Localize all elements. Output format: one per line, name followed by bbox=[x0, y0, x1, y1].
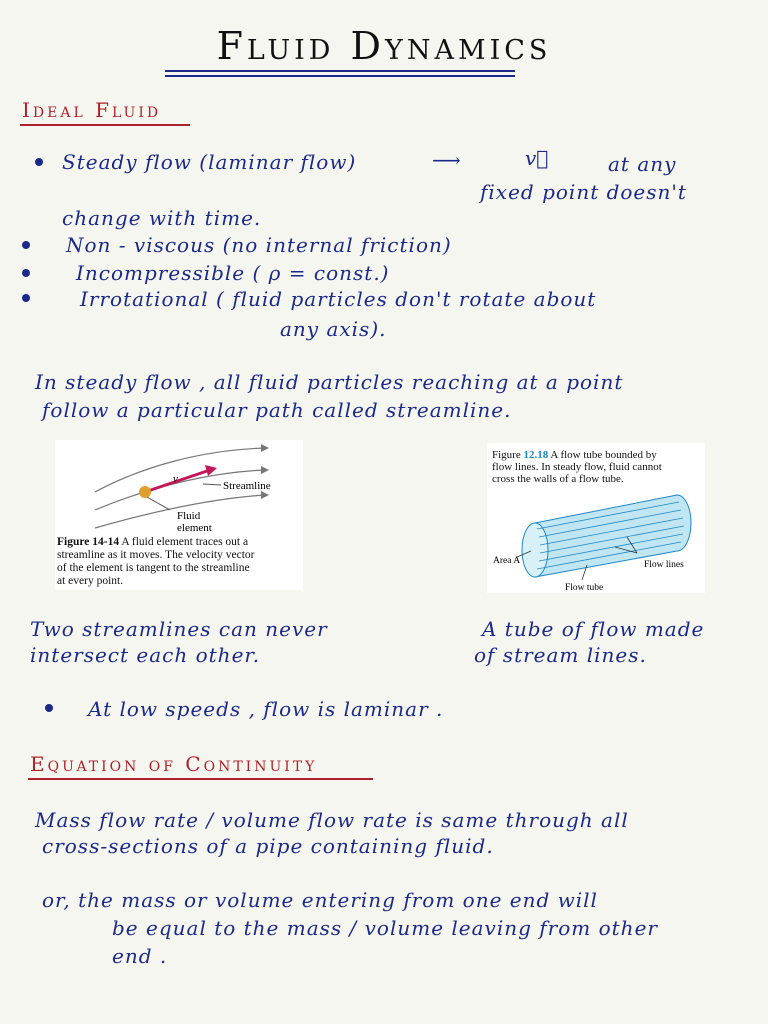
figure2-number: 12.18 bbox=[523, 449, 549, 461]
note-streamlines-line1: Two streamlines can never bbox=[30, 617, 328, 641]
page-title: Fluid Dynamics bbox=[216, 24, 552, 68]
bullet-steady-flow: Steady flow (laminar flow) bbox=[62, 150, 357, 174]
bullet-irrotational: Irrotational ( fluid particles don't rotate about bbox=[80, 287, 597, 311]
continuity-line3: or, the mass or volume entering from one end will bbox=[42, 888, 598, 912]
streamline-text-line1: In steady flow , all fluid particles reaching at a point bbox=[35, 370, 624, 394]
figure2-caption bbox=[492, 449, 702, 485]
heading-underline bbox=[20, 124, 190, 126]
bullet-dot bbox=[22, 269, 30, 277]
figure-flow-tube bbox=[487, 443, 705, 593]
flow-tube-label: Flow tube bbox=[565, 583, 604, 593]
figure2-caption-l3: cross the walls of a flow tube. bbox=[492, 473, 624, 485]
bullet-non-viscous: Non - viscous (no internal friction) bbox=[66, 233, 452, 257]
velocity-label: v⃗ bbox=[173, 473, 187, 485]
figure2-fig-word: Figure bbox=[492, 449, 524, 461]
section-heading-ideal-fluid: Ideal Fluid bbox=[22, 98, 162, 122]
section-heading-continuity: Equation of Continuity bbox=[30, 752, 318, 776]
area-label: Area A bbox=[493, 556, 521, 566]
bullet-dot bbox=[22, 294, 30, 302]
note-streamlines-line2: intersect each other. bbox=[30, 643, 261, 667]
figure1-caption-l3: of the element is tangent to the streamline bbox=[57, 562, 250, 574]
arrow-glyph: ⟶ bbox=[432, 148, 462, 172]
flow-tube-diagram bbox=[487, 485, 705, 595]
continuity-line2: cross-sections of a pipe containing fluid. bbox=[42, 834, 494, 858]
figure1-caption bbox=[57, 536, 301, 588]
bullet-irrotational-cont: any axis). bbox=[280, 317, 387, 341]
bullet-steady-flow-cont-2: fixed point doesn't bbox=[480, 180, 687, 204]
bullet-dot bbox=[45, 704, 53, 712]
figure2-caption-l2: flow lines. In steady flow, fluid cannot bbox=[492, 461, 662, 473]
bullet-incompressible: Incompressible ( ρ = const.) bbox=[76, 261, 390, 285]
bullet-dot bbox=[35, 158, 43, 166]
heading-underline bbox=[28, 778, 373, 780]
figure2-caption-l1: A flow tube bounded by bbox=[548, 449, 657, 461]
figure-streamline bbox=[55, 440, 303, 590]
element-label: element bbox=[177, 522, 212, 534]
fluid-label: Fluid bbox=[177, 510, 201, 522]
bullet-steady-flow-cont: at any bbox=[608, 152, 677, 176]
title-underline bbox=[165, 70, 515, 72]
title-underline-2 bbox=[165, 75, 515, 77]
bullet-steady-flow-cont-3: change with time. bbox=[62, 206, 262, 230]
figure1-caption-l2: streamline as it moves. The velocity vector bbox=[57, 549, 255, 561]
figure1-number: Figure 14-14 bbox=[57, 536, 120, 548]
continuity-line1: Mass flow rate / volume flow rate is same through all bbox=[35, 808, 629, 832]
bullet-dot bbox=[22, 241, 30, 249]
note-low-speed: At low speeds , flow is laminar . bbox=[88, 697, 444, 721]
note-tube-line2: of stream lines. bbox=[474, 643, 647, 667]
note-tube-line1: A tube of flow made bbox=[482, 617, 705, 641]
figure1-caption-l4: at every point. bbox=[57, 575, 124, 587]
continuity-line5: end . bbox=[112, 944, 168, 968]
velocity-symbol: v⃗ bbox=[525, 146, 550, 170]
flow-lines-label: Flow lines bbox=[644, 560, 684, 570]
streamline-diagram bbox=[55, 440, 303, 535]
streamline-text-line2: follow a particular path called streamline. bbox=[42, 398, 512, 422]
continuity-line4: be equal to the mass / volume leaving from other bbox=[112, 916, 658, 940]
streamline-label: Streamline bbox=[223, 480, 271, 492]
figure1-caption-l1: A fluid element traces out a bbox=[119, 536, 249, 548]
